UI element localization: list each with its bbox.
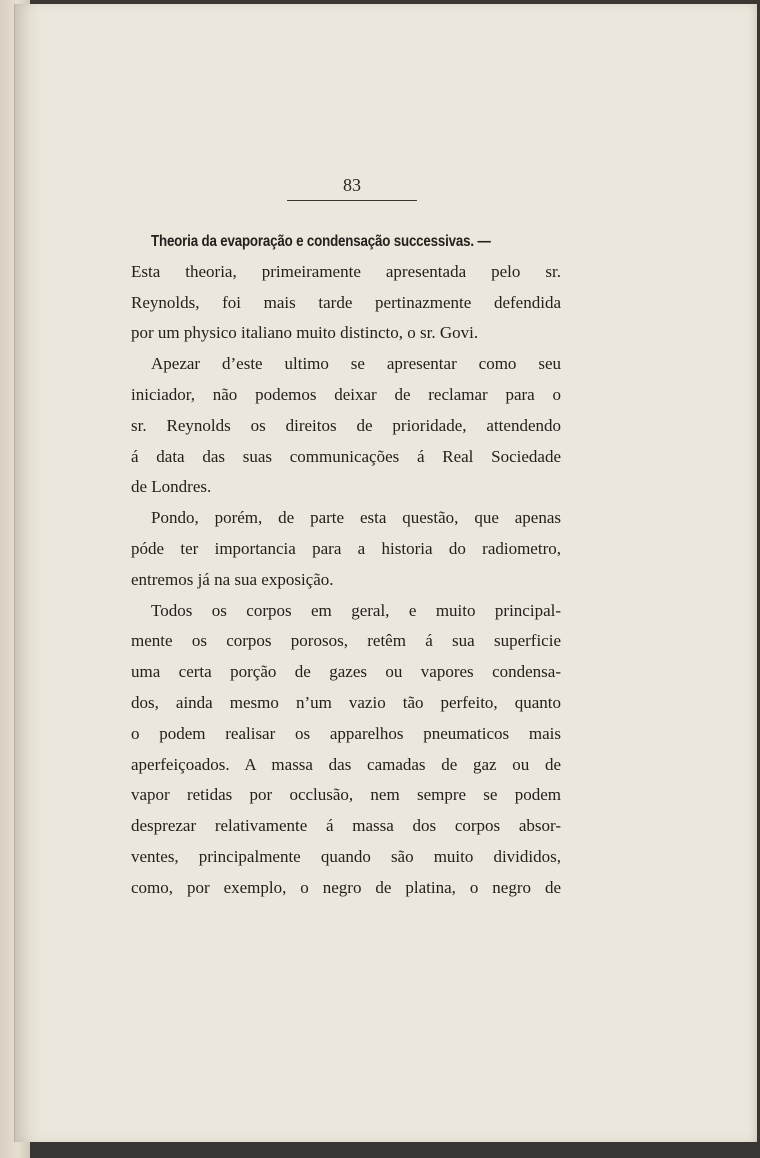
text-line: Esta theoria, primeiramente apresentada pelo sr. <box>131 261 561 281</box>
section-heading-line <box>131 226 561 257</box>
page-header <box>287 174 417 201</box>
text-line: desprezar relativamente á massa dos corpos absor- <box>131 816 561 836</box>
text-line: ventes, principalmente quando são muito divididos, <box>131 846 561 866</box>
text-line: entremos já na sua exposição. <box>131 569 334 589</box>
text-line: Todos os corpos em geral, e muito principal- <box>151 600 561 620</box>
text-line: Apezar d’este ultimo se apresentar como seu <box>151 354 561 374</box>
section-heading: Theoria da evaporação e condensação successivas. — <box>151 233 491 250</box>
text-line: iniciador, não podemos deixar de reclamar para o <box>131 384 561 404</box>
text-line: á data das suas communicações á Real Sociedade <box>131 446 561 466</box>
text-line: póde ter importancia para a historia do radiometro, <box>131 538 561 558</box>
text-line: uma certa porção de gazes ou vapores condensa- <box>131 662 561 682</box>
header-rule <box>287 200 417 201</box>
text-line: aperfeiçoados. A massa das camadas de gaz ou de <box>131 754 561 774</box>
text-line: de Londres. <box>131 477 212 497</box>
text-line: Pondo, porém, de parte esta questão, que apenas <box>151 508 561 528</box>
text-line: dos, ainda mesmo n’um vazio tão perfeito, quanto <box>131 692 561 712</box>
text-line: por um physico italiano muito distincto, o sr. Govi. <box>131 323 479 343</box>
page-number: 83 <box>343 175 361 195</box>
text-line: sr. Reynolds os direitos de prioridade, attendendo <box>131 415 561 435</box>
text-line: mente os corpos porosos, retêm á sua superficie <box>131 631 561 651</box>
text-line: o podem realisar os apparelhos pneumaticos mais <box>131 723 561 743</box>
text-line: Reynolds, foi mais tarde pertinazmente defendida <box>131 292 561 312</box>
text-line: vapor retidas por occlusão, nem sempre se podem <box>131 785 561 805</box>
text-line: como, por exemplo, o negro de platina, o negro de <box>131 877 561 897</box>
body-text <box>131 226 561 904</box>
book-page <box>14 4 757 1142</box>
